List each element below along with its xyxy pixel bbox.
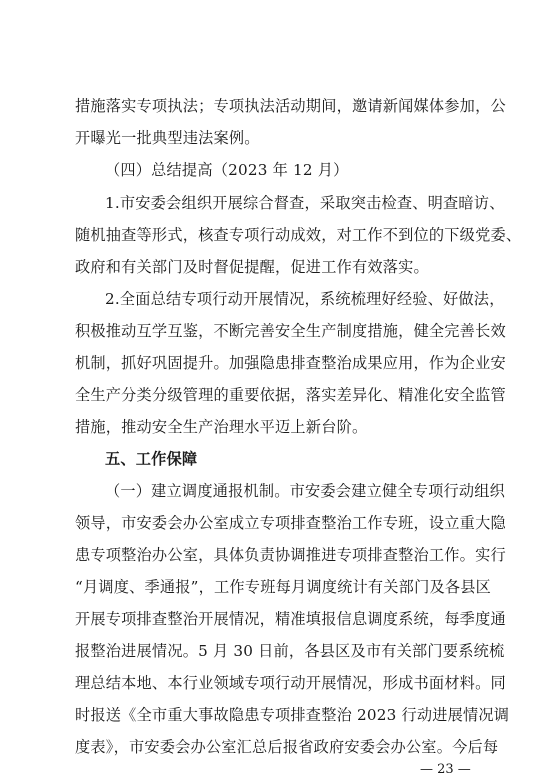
paragraph-line: 开展专项排查整治开展情况，精准填报信息调度系统，每季度通 [75, 610, 506, 628]
paragraph-line: 措施，推动安全生产治理水平迈上新台阶。 [75, 418, 368, 436]
paragraph-line: 全生产分类分级管理的重要依据，落实差异化、精准化安全监管 [75, 386, 506, 404]
paragraph-line: 开曝光一批典型违法案例。 [75, 129, 260, 147]
paragraph-line: 政府和有关部门及时督促提醒，促进工作有效落实。 [75, 258, 429, 276]
paragraph-line: 报整治进展情况。5 月 30 日前，各县区及市有关部门要系统梳 [75, 642, 505, 660]
paragraph-line: 领导，市安委会办公室成立专项排查整治工作专班，设立重大隐 [75, 514, 506, 532]
paragraph-line: 度表》，市安委会办公室汇总后报省政府安委会办公室。今后每 [75, 738, 499, 756]
paragraph-line: 机制，抓好巩固提升。加强隐患排查整治成果应用，作为企业安 [75, 354, 506, 372]
page-number: — 23 — [420, 762, 471, 777]
paragraph-line: 1.市安委会组织开展综合督查，采取突击检查、明查暗访、 [105, 194, 505, 212]
paragraph-line: 积极推动互学互鉴，不断完善安全生产制度措施，健全完善长效 [75, 322, 506, 340]
paragraph-line: 随机抽查等形式，核查专项行动成效，对工作不到位的下级党委、 [75, 226, 522, 244]
section-heading-5: 五、工作保障 [105, 450, 198, 468]
section-heading-4: （四）总结提高（2023 年 12 月） [105, 161, 349, 179]
paragraph-line: 措施落实专项执法；专项执法活动期间，邀请新闻媒体参加，公 [75, 97, 506, 115]
paragraph-line: 患专项整治办公室，具体负责协调推进专项排查整治工作。实行 [75, 546, 506, 564]
paragraph-line: 理总结本地、本行业领域专项行动开展情况，形成书面材料。同 [75, 674, 506, 692]
paragraph-line: 时报送《全市重大事故隐患专项排查整治 2023 行动进展情况调 [75, 706, 510, 724]
paragraph-line: 2.全面总结专项行动开展情况，系统梳理好经验、好做法， [105, 290, 505, 308]
paragraph-line: （一）建立调度通报机制。市安委会建立健全专项行动组织 [105, 482, 506, 500]
paragraph-line: “月调度、季通报”，工作专班每月调度统计有关部门及各县区 [75, 578, 492, 596]
